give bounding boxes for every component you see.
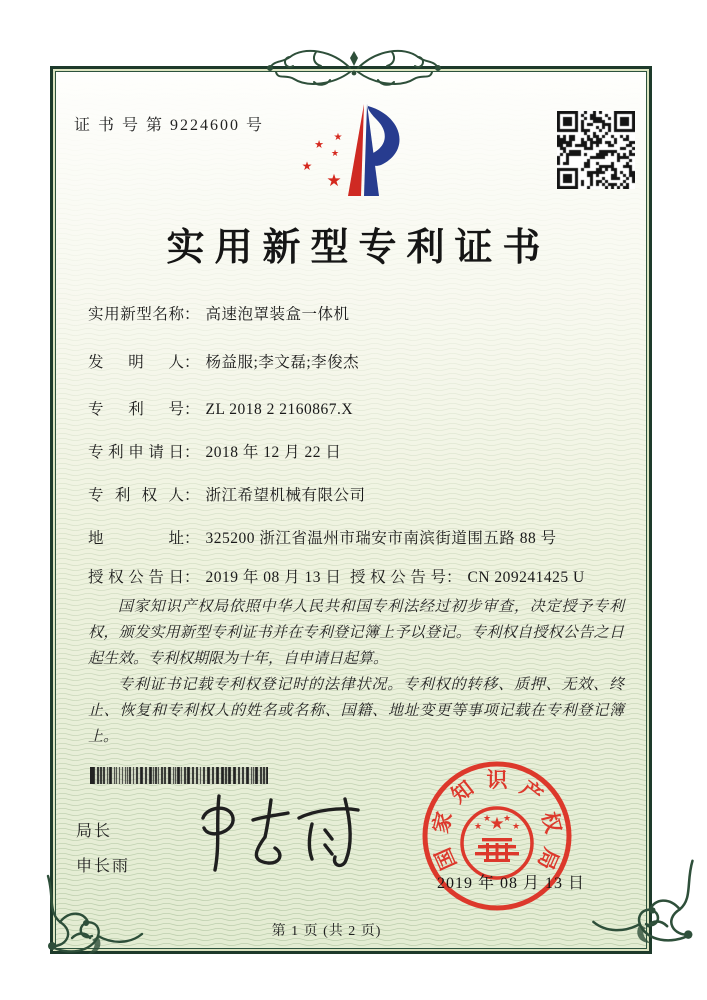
legal-paragraph-2: 专利证书记载专利权登记时的法律状况。专利权的转移、质押、无效、终止、恢复和专利权人的姓名或名称、国籍、地址变更等事项记载在专利登记簿上。 — [88, 677, 624, 745]
colon: ： — [184, 401, 200, 418]
field-value: 325200 浙江省温州市瑞安市南滨街道围五路 88 号 — [205, 530, 557, 547]
svg-text:★: ★ — [502, 814, 512, 824]
seal-ring-character: 产 — [515, 775, 548, 808]
field-label: 专利号 — [88, 401, 184, 418]
colon: ： — [184, 354, 200, 371]
field-label: 授权公告号 — [350, 569, 446, 586]
seal-date: 2019 年 08 月 13 日 — [437, 875, 586, 892]
official-block — [76, 818, 130, 876]
qr-code — [557, 111, 635, 189]
colon: ： — [184, 530, 200, 547]
official-name: 申长雨 — [76, 858, 131, 875]
field-row-patentee — [88, 483, 628, 505]
barcode — [90, 767, 268, 784]
seal-ring-character: 知 — [446, 775, 479, 808]
colon: ： — [184, 306, 200, 323]
certificate-title: 实用新型专利证书 — [166, 227, 551, 269]
legal-body-text — [88, 594, 624, 750]
field-value: 2018 年 12 月 22 日 — [205, 444, 342, 461]
field-value: 浙江希望机械有限公司 — [205, 487, 366, 504]
svg-text:★: ★ — [326, 171, 342, 191]
seal-ring-character: 识 — [486, 768, 508, 792]
svg-text:★: ★ — [511, 822, 521, 832]
national-emblem-icon — [462, 808, 532, 878]
field-value: CN 209241425 U — [467, 569, 585, 586]
legal-paragraph-1: 国家知识产权局依照中华人民共和国专利法经过初步审查，决定授予专利权，颁发实用新型专利证书并在专利登记簿上予以登记。专利权自授权公告之日起生效。专利权期限为十年，自申请日起算。 — [88, 599, 624, 667]
cnipa-patent-logo-icon — [292, 96, 418, 206]
field-label: 实用新型名称 — [88, 306, 184, 323]
director-signature — [195, 790, 363, 875]
bottom-right-flourish-ornament — [585, 848, 703, 958]
colon: ： — [446, 569, 462, 586]
field-pair-grant-number — [350, 565, 585, 587]
seal-ring-character: 国 — [430, 844, 462, 874]
top-dragon-ornament — [246, 42, 462, 92]
field-label: 发明人 — [88, 354, 184, 371]
svg-text:★: ★ — [314, 138, 324, 151]
field-label: 地址 — [88, 530, 184, 547]
field-row-name — [88, 302, 628, 324]
svg-text:★: ★ — [333, 132, 343, 143]
field-value: 2019 年 08 月 13 日 — [205, 569, 342, 586]
seal-ring-character: 局 — [532, 844, 564, 874]
field-label: 专利申请日 — [88, 444, 184, 461]
field-value: 高速泡罩装盒一体机 — [205, 306, 350, 323]
field-value: ZL 2018 2 2160867.X — [205, 401, 354, 418]
field-row-patent-number — [88, 397, 628, 419]
colon: ： — [184, 487, 200, 504]
page-number: 第 1 页 (共 2 页) — [271, 924, 382, 939]
field-row-grant — [88, 565, 628, 587]
field-label: 授权公告日 — [88, 569, 184, 586]
colon: ： — [184, 444, 200, 461]
svg-text:★: ★ — [482, 814, 492, 824]
field-row-address — [88, 526, 628, 548]
seal-ring-character: 家 — [428, 809, 457, 836]
svg-text:★: ★ — [473, 822, 483, 832]
svg-text:★: ★ — [489, 814, 505, 834]
field-row-inventors — [88, 350, 628, 372]
field-row-filing-date — [88, 440, 628, 462]
certificate-number: 证 书 号 第 9224600 号 — [74, 117, 265, 134]
field-value: 杨益服;李文磊;李俊杰 — [205, 354, 360, 371]
svg-text:★: ★ — [330, 149, 340, 159]
svg-text:★: ★ — [301, 159, 313, 173]
official-title: 局长 — [76, 823, 113, 840]
bottom-left-flourish-ornament — [38, 874, 150, 958]
field-label: 专利权人 — [88, 487, 184, 504]
seal-ring-character: 权 — [537, 809, 566, 836]
colon: ： — [184, 569, 200, 586]
